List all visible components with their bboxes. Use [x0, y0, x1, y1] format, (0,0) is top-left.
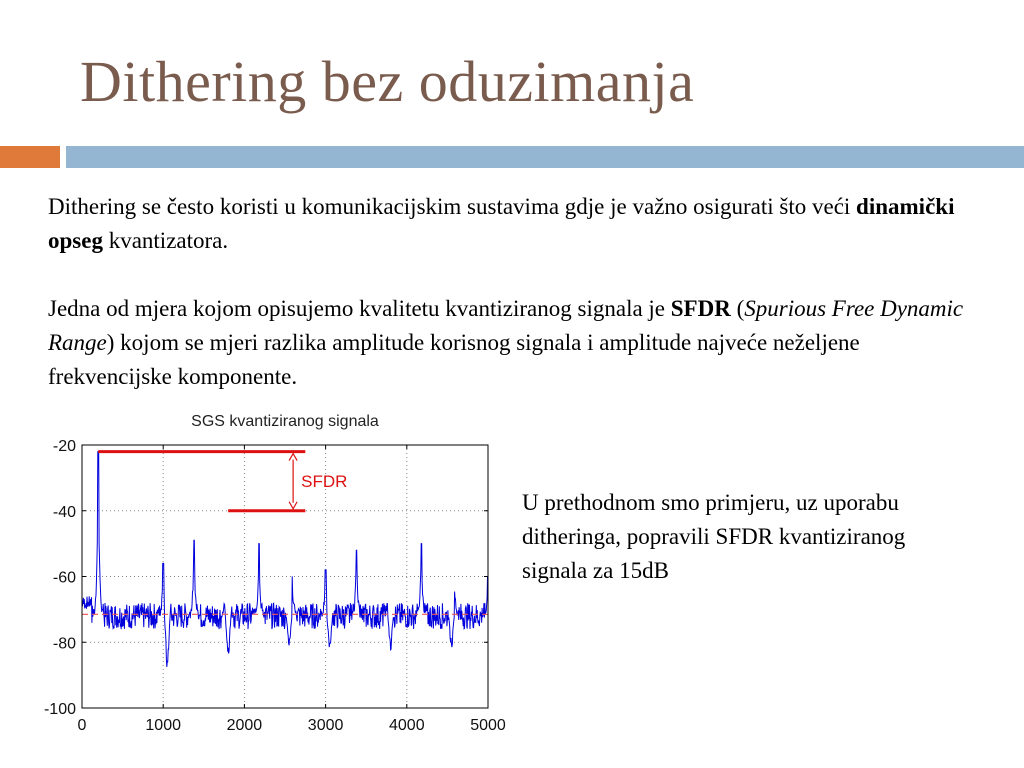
- p2-text-b: (: [730, 296, 745, 321]
- p2-text-c: ) kojom se mjeri razlika amplitude korisnog signala i amplitude najveće neželjene frekvencijske komponente.: [48, 330, 860, 389]
- y-tick-label: -20: [52, 438, 76, 455]
- spectrum-chart: [0, 405, 520, 745]
- p1-bold-term: dinamički opseg: [48, 194, 955, 253]
- title-rule-orange: [0, 146, 60, 168]
- x-tick-label: 4000: [389, 717, 425, 734]
- p1-text-b: kvantizatora.: [102, 228, 229, 253]
- p2-bold-term: SFDR: [670, 296, 731, 321]
- body-text: [48, 190, 988, 394]
- y-tick-label: -60: [52, 569, 76, 587]
- slide-title: Dithering bez oduzimanja: [80, 49, 695, 114]
- x-tick-label: 1000: [145, 717, 181, 734]
- p1-text-a: Dithering se često koristi u komunikacijskim sustavima gdje je važno osigurati što veći: [48, 194, 857, 219]
- side-note: U prethodnom smo primjeru, uz uporabu ditheringa, popravili SFDR kvantiziranog signala za 15dB: [522, 490, 906, 583]
- title-rule-blue: [66, 146, 1024, 168]
- x-tick-label: 2000: [226, 717, 263, 734]
- paragraph-dynamic-range: [48, 190, 988, 258]
- chart-svg: [0, 405, 520, 745]
- p2-text-a: Jedna od mjera kojom opisujemo kvalitetu kvantiziranog signala je: [48, 296, 671, 321]
- y-tick-label: -40: [52, 503, 76, 521]
- paragraph-sfdr: [48, 292, 988, 394]
- sfdr-label: SFDR: [301, 472, 348, 492]
- y-tick-label: -80: [52, 635, 76, 653]
- chart-title: SGS kvantiziranog signala: [191, 413, 379, 430]
- x-tick-label: 3000: [307, 717, 344, 734]
- p2-italic-term: Spurious Free Dynamic Range: [48, 296, 964, 355]
- x-tick-label: 0: [77, 717, 87, 734]
- y-tick-label: -100: [43, 701, 76, 718]
- grid-layer: [82, 445, 488, 708]
- x-tick-label: 5000: [470, 717, 506, 734]
